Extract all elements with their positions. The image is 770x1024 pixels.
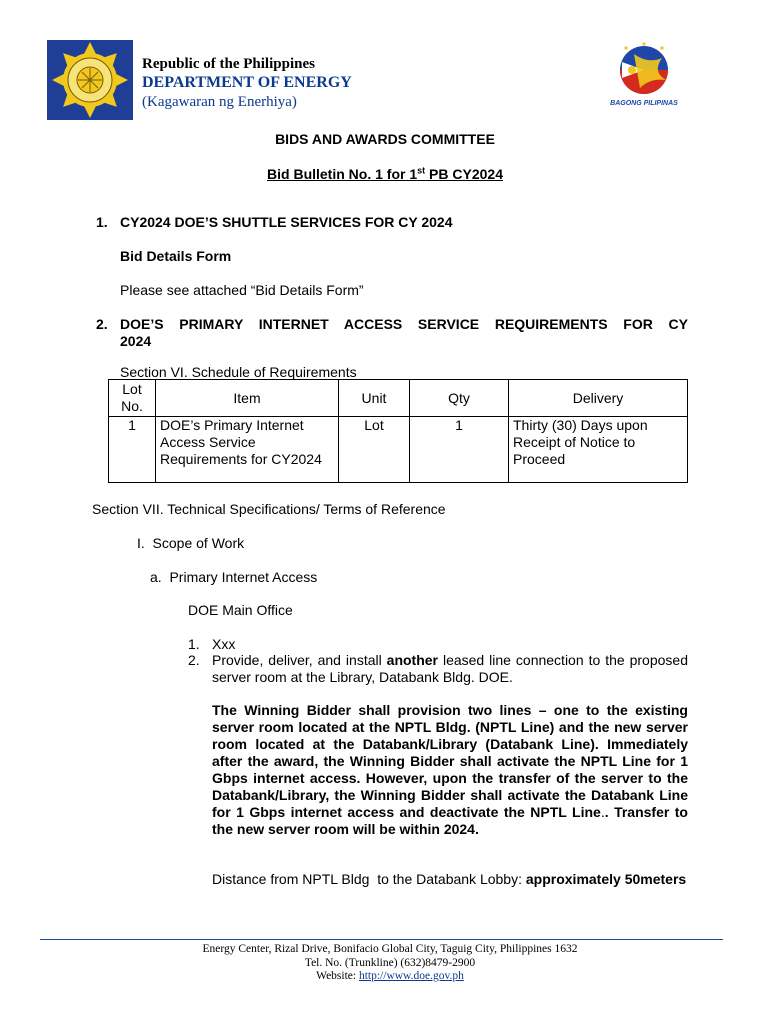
header-kagawaran: (Kagawaran ng Enerhiya) <box>142 94 297 110</box>
footer-divider <box>40 939 723 940</box>
footer-tel: Tel. No. (Trunkline) (632)8479-2900 <box>304 957 476 969</box>
distance-text: Distance from NPTL Bldg to the Databank Lobby: <box>212 871 526 887</box>
bulletin-title-post: PB CY2024 <box>425 165 503 182</box>
scope-heading: I. Scope of Work <box>137 535 245 551</box>
cell-lot: 1 <box>109 417 156 483</box>
list-num-1: 1. <box>188 636 200 652</box>
th-qty: Qty <box>410 380 509 417</box>
item2-heading-line2: 2024 <box>120 333 152 349</box>
list-text-2-post: leased line connection to the proposed server room at the Library, Databank Bldg. DOE. <box>212 652 688 685</box>
header-department: DEPARTMENT OF ENERGY <box>142 74 352 91</box>
bagong-pilipinas-text: BAGONG PILIPINAS <box>610 100 678 107</box>
item1-heading: CY2024 DOE’S SHUTTLE SERVICES FOR CY 2024 <box>120 214 453 230</box>
list-num-2: 2. <box>188 652 200 668</box>
cell-qty: 1 <box>410 417 509 483</box>
cell-item: DOE’s Primary Internet Access Service Requirements for CY2024 <box>156 417 339 483</box>
schedule-table <box>108 379 688 483</box>
item1-number: 1. <box>96 214 108 230</box>
list-text-1: Xxx <box>212 636 236 652</box>
footer-website <box>0 970 770 982</box>
item1-text: Please see attached “Bid Details Form” <box>120 282 364 298</box>
primary-internet-heading: a. Primary Internet Access <box>150 569 318 585</box>
doe-seal-logo <box>47 40 133 120</box>
list-text-2 <box>212 652 688 686</box>
committee-title: BIDS AND AWARDS COMMITTEE <box>275 131 495 147</box>
cell-unit: Lot <box>339 417 410 483</box>
website-link[interactable]: http://www.doe.gov.ph <box>358 970 464 982</box>
footer-address: Energy Center, Rizal Drive, Bonifacio Global City, Taguig City, Philippines 1632 <box>202 943 578 955</box>
cell-delivery: Thirty (30) Days upon Receipt of Notice to Proceed <box>509 417 688 483</box>
winning-bidder-text-2: . Transfer to the new server room will be within 2024. <box>212 804 688 837</box>
th-unit: Unit <box>339 380 410 417</box>
bulletin-title-sup: st <box>417 165 426 175</box>
winning-bidder-paragraph: The Winning Bidder shall provision two lines – one to the existing server room located at the NPTL Bldg. (NPTL Line) and the new server room located at the Databank/Library (Databank Line). Immediately after the award, the Winning Bidder shall activate the NPTL Line for 1 Gbps internet access. However, upon the transfer of the server to the Databank/Library, the Winning Bidder shall activate the Databank Line for 1 Gbps internet access and deactivate the NPTL Line.. Transfer to the new server room will be within 2024. <box>212 702 688 837</box>
footer-website-label: Website: <box>316 970 359 982</box>
distance-value: approximately 50meters <box>525 871 687 887</box>
table-header-row <box>109 380 688 417</box>
distance-paragraph <box>212 871 688 888</box>
item2-heading-line1: DOE’S PRIMARY INTERNET ACCESS SERVICE REQUIREMENTS FOR CY <box>120 316 688 332</box>
bulletin-title-pre: Bid Bulletin No. 1 for 1 <box>267 165 418 182</box>
header-republic: Republic of the Philippines <box>142 56 315 72</box>
item2-number: 2. <box>96 316 108 332</box>
th-lot: Lot No. <box>109 380 156 417</box>
list-text-2-bold: another <box>386 652 439 668</box>
section6-heading: Section VI. Schedule of Requirements <box>120 364 357 380</box>
bulletin-title <box>0 165 770 182</box>
th-delivery: Delivery <box>509 380 688 417</box>
list-text-2-pre: Provide, deliver, and install <box>212 652 387 668</box>
table-row <box>109 417 688 483</box>
doe-main-office: DOE Main Office <box>188 602 293 618</box>
th-item: Item <box>156 380 339 417</box>
section7-heading: Section VII. Technical Specifications/ Terms of Reference <box>92 501 446 517</box>
item1-subheading: Bid Details Form <box>120 248 232 264</box>
winning-bidder-text: The Winning Bidder shall provision two lines – one to the existing server room located at the NPTL Bldg. (NPTL Line) and the new server room located at the Databank/Library (Databank Line). Immediately after the award, the Winning Bidder shall activate the NPTL Line for 1 Gbps internet access. However, upon the transfer of the server to the Databank/Library, the Winning Bidder shall activate the Databank Line for 1 Gbps internet access and deactivate the NPTL Line <box>212 702 688 820</box>
bagong-pilipinas-logo <box>604 42 684 108</box>
